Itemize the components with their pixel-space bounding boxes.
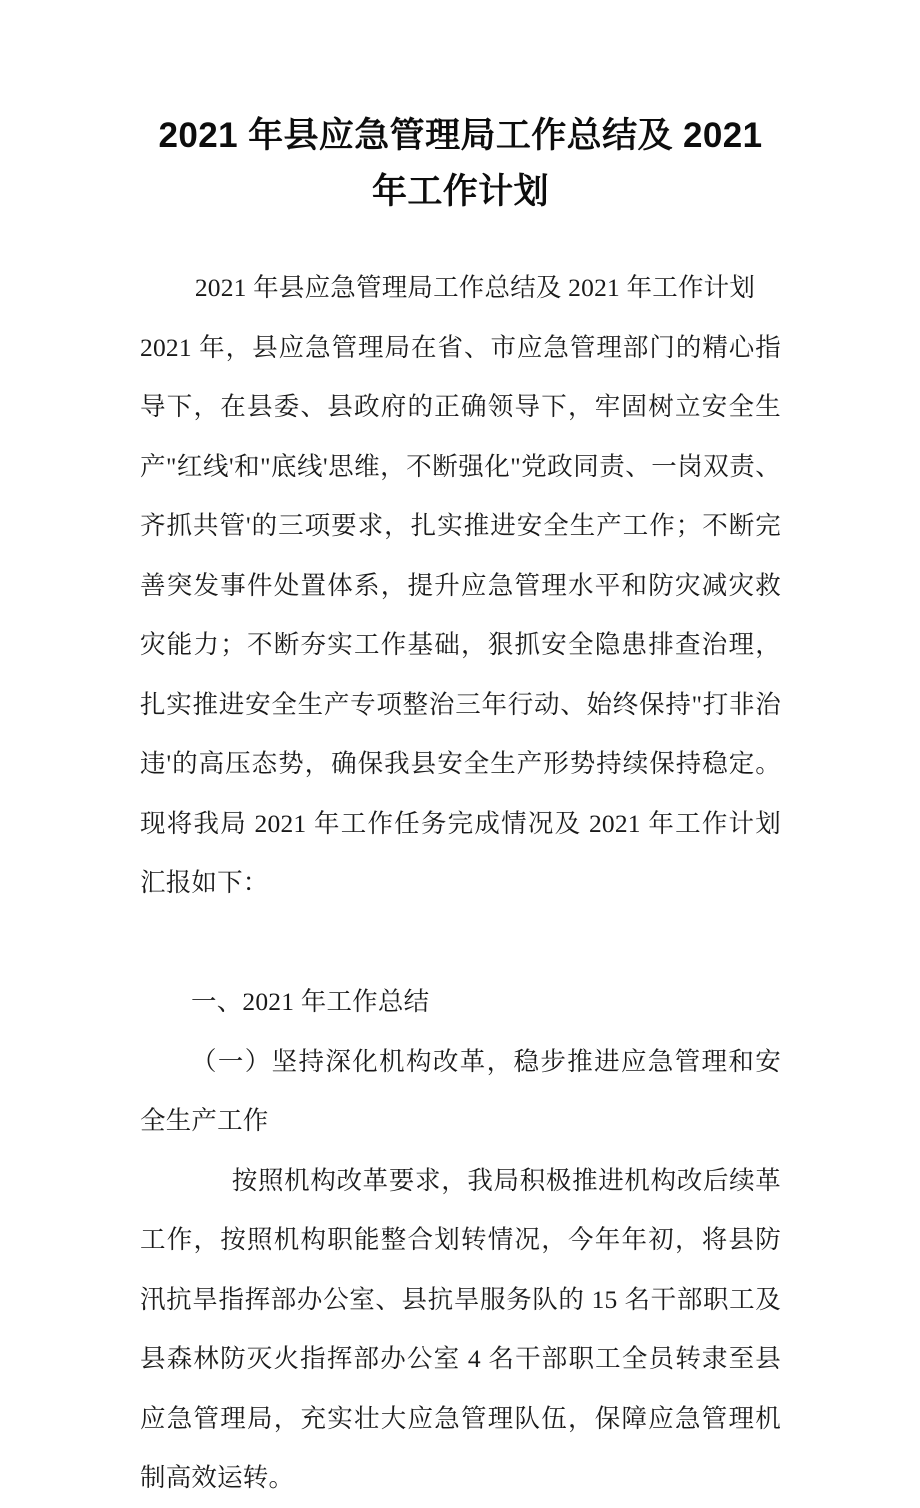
document-content [140,108,781,1508]
paragraph-spacer [140,913,781,973]
subsection-one-body: 按照机构改革要求，我局积极推进机构改后续革工作，按照机构职能整合划转情况，今年年初，将县防汛抗旱指挥部办公室、县抗旱服务队的 15 名干部职工及县森林防灭火指挥部办公室 4 名干部职工全员转隶至县应急管理局，充实壮大应急管理队伍，保障应急管理机制高效运转。 [140,1165,781,1492]
intro-heading-line: 2021 年县应急管理局工作总结及 2021 年工作计划 [194,273,756,302]
page-title: 2021 年县应急管理局工作总结及 2021 年工作计划 [158,116,763,211]
subsection-one-heading: （一）坚持深化机构改革，稳步推进应急管理和安全生产工作 [140,1046,781,1135]
section-one-heading: 一、2021 年工作总结 [191,987,430,1016]
intro-paragraph: 2021 年，县应急管理局在省、市应急管理部门的精心指导下，在县委、县政府的正确领导下，牢固树立安全生产"红线'和"底线'思维，不断强化"党政同责、一岗双责、齐抓共管'的三项要求，扎实推进安全生产工作；不断完善突发事件处置体系，提升应急管理水平和防灾减灾救灾能力；不断夯实工作基础，狠抓安全隐患排查治理，扎实推进安全生产专项整治三年行动、始终保持"打非治违'的高压态势，确保我县安全生产形势持续保持稳定。现将我局 2021 年工作任务完成情况及 2021 年工作计划汇报如下： [140,332,781,897]
document-body [140,258,781,1508]
